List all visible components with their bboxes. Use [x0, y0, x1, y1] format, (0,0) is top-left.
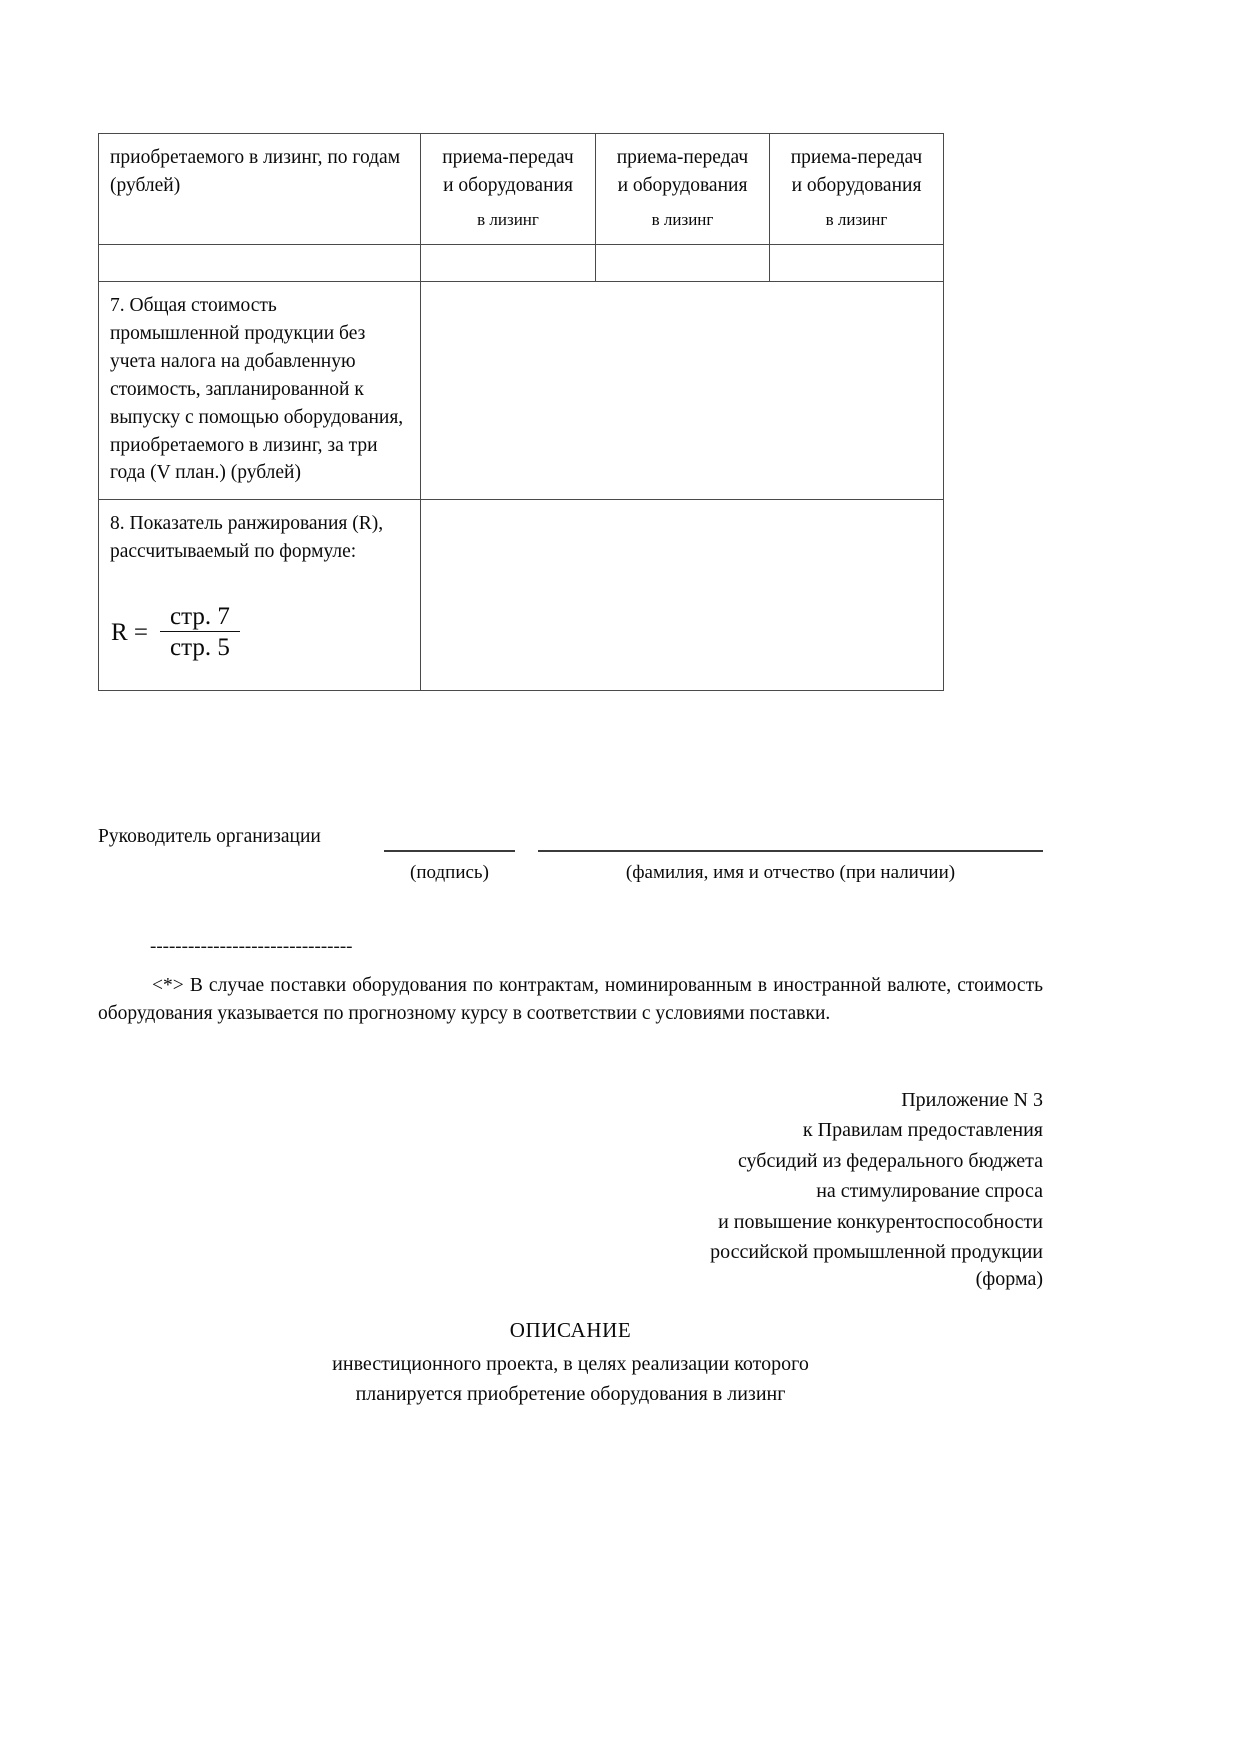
signature-caption-fullname: (фамилия, имя и отчество (при наличии): [625, 862, 956, 883]
header-col1-line1: приема-передач: [442, 147, 574, 168]
table-cell-header-col3: [770, 134, 944, 245]
item7-value-text: [421, 282, 943, 304]
blank-col3-value: [770, 245, 943, 267]
appendix-line-2: к Правилам предоставления: [802, 1119, 1043, 1142]
table-cell-blank-label: [99, 245, 421, 282]
table-row-item-8: [99, 500, 944, 691]
document-title-subtitle: [98, 1349, 1043, 1409]
form-word-label: (форма): [975, 1268, 1043, 1290]
signature-caption-signature: (подпись): [410, 862, 489, 883]
blank-col1-value: [421, 245, 595, 267]
document-subtitle-line-2: планируется приобретение оборудования в лизинг: [355, 1383, 786, 1405]
appendix-line-3: субсидий из федерального бюджета: [737, 1149, 1043, 1172]
table-cell-header-label: [99, 134, 421, 245]
header-col2-text: [596, 134, 769, 244]
appendix-line-6: российской промышленной продукции: [710, 1240, 1043, 1263]
document-subtitle-line-1: инвестиционного проекта, в целях реализации которого: [332, 1353, 809, 1375]
form-table: [98, 133, 944, 691]
formula-denominator: стр. 5: [170, 634, 230, 662]
header-col3-line1: приема-передач: [790, 147, 923, 168]
item7-label-text: 7. Общая стоимость промышленной продукции без учета налога на добавленную стоимость, запланированной к выпуску с помощью оборудования, приобретаемого в лизинг, за три года (V план.) (рублей): [110, 295, 404, 484]
table-cell-item8-label: [99, 500, 421, 691]
formula-lhs: R =: [111, 618, 149, 646]
table-cell-item8-value[interactable]: [421, 500, 944, 691]
header-col2-line1: приема-передач: [616, 147, 749, 168]
table-cell-header-col2: [596, 134, 770, 245]
footnote-text: <*> В случае поставки оборудования по контрактам, номинированным в иностранной валюте, стоимость оборудования указывается по прогнозному курсу в соответствии с условиями поставки.: [98, 975, 1043, 1024]
formula-numerator: стр. 7: [160, 604, 240, 632]
header-col1-line2: и оборудования: [443, 175, 573, 197]
table-row-item-7: [99, 282, 944, 500]
signature-line-signature[interactable]: [384, 850, 515, 852]
table-row-header: [99, 134, 944, 245]
table-cell-blank-col1[interactable]: [421, 245, 596, 282]
header-col2-line2: и оборудования: [617, 175, 748, 197]
ranking-formula: [111, 604, 420, 660]
header-col2-line3: в лизинг: [651, 209, 714, 229]
footnote-separator: --------------------------------: [150, 937, 353, 956]
signature-line-fullname[interactable]: [538, 850, 1043, 852]
appendix-line-5: и повышение конкурентоспособности: [718, 1210, 1043, 1233]
header-label-text: приобретаемого в лизинг, по годам (рублей): [110, 147, 401, 196]
item8-label-text: 8. Показатель ранжирования (R), рассчитываемый по формуле:: [110, 513, 384, 563]
header-col3-text: [770, 134, 943, 244]
signature-row: [98, 826, 1043, 883]
signature-title: Руководитель организации: [98, 826, 321, 847]
table-cell-header-col1: [421, 134, 596, 245]
appendix-line-1: Приложение N 3: [901, 1089, 1043, 1111]
header-col1-line3: в лизинг: [477, 209, 539, 229]
table-cell-item7-label: [99, 282, 421, 500]
item8-value-text: [421, 500, 943, 522]
header-col1-text: [421, 134, 595, 244]
header-col3-line3: в лизинг: [825, 209, 888, 229]
table-row-blank: [99, 245, 944, 282]
signature-block: [98, 826, 1043, 883]
table-cell-blank-col2[interactable]: [596, 245, 770, 282]
blank-col2-value: [596, 245, 769, 267]
appendix-reference: [98, 1085, 1043, 1267]
table-cell-item7-value[interactable]: [421, 282, 944, 500]
appendix-line-4: на стимулирование спроса: [816, 1180, 1043, 1203]
formula-fraction: [160, 604, 240, 660]
table-cell-blank-col3[interactable]: [770, 245, 944, 282]
document-title-block: [98, 1318, 1043, 1409]
document-title-main: ОПИСАНИЕ: [509, 1318, 632, 1342]
header-col3-line2: и оборудования: [791, 175, 922, 197]
